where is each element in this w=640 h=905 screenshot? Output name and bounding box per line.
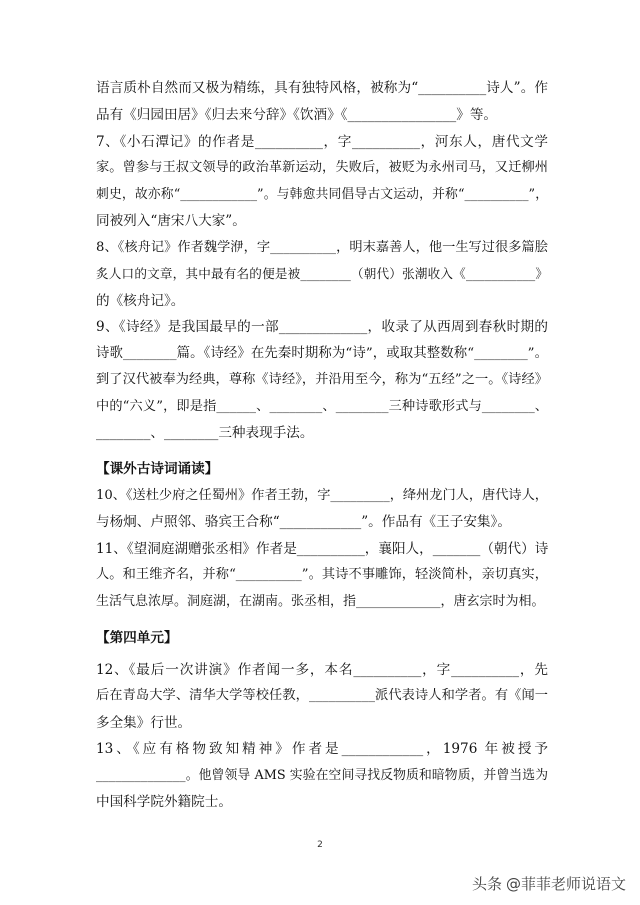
watermark: [472, 872, 626, 894]
text-line: 人。和王维齐名，并称“__________”。其诗不事雕饰，轻淡简朴，亲切真实，: [96, 567, 548, 582]
text-line: 7、《小石潭记》的作者是__________，字__________，河东人，唐代文学: [96, 134, 548, 150]
watermark-platform: 头条: [471, 874, 502, 893]
text-line: 刺史，故亦称“____________”。与韩愈共同倡导古文运动，并称“__________”，: [96, 187, 548, 202]
text-line: 与杨炯、卢照邻、骆宾王合称“____________”。作品有《王子安集》。: [96, 514, 511, 530]
text-line: 的《核舟记》。: [96, 293, 185, 309]
text-line: 同被列入“唐宋八大家”。: [96, 213, 246, 229]
text-line: 家。曾参与王叔文领导的政治革新运动，失败后，被贬为永州司马，又迁柳州: [96, 160, 548, 175]
text-line: 13、《应有格物致知精神》作者是____________，1976 年被授予: [96, 741, 548, 757]
text-line: 中的“六义”，即是指______、________、________三种诗歌形式与________、: [96, 399, 548, 414]
text-line: ______________。他曾领导 AMS 实验在空间寻找反物质和暗物质，并曾当选为: [96, 768, 548, 783]
section-heading: 【第四单元】: [96, 630, 178, 646]
text-line: 8、《核舟记》作者魏学洢，字__________，明末嘉善人，他一生写过很多篇脍: [96, 240, 548, 255]
section-heading: 【课外古诗词诵读】: [96, 461, 219, 477]
text-line: 中国科学院外籍院士。: [96, 794, 232, 810]
text-line: 9、《诗经》是我国最早的一部_____________，收录了从西周到春秋时期的: [96, 319, 548, 335]
text-line: 炙人口的文章，其中最有名的便是被________（朝代）张潮收入《___________》: [96, 266, 548, 281]
text-line: 语言质朴自然而又极为精练，具有独特风格，被称为“__________诗人”。作: [96, 80, 548, 96]
page-number: 2: [317, 840, 323, 850]
watermark-account: @菲菲老师说语文: [505, 874, 626, 893]
text-line: 后在青岛大学、清华大学等校任教，__________派代表诗人和学者。有《闻一: [96, 688, 548, 703]
text-line: 品有《归园田居》《归去来兮辞》《饮酒》《________________》等。: [96, 107, 498, 123]
text-line: 12、《最后一次讲演》作者闻一多，本名__________，字__________，先: [96, 662, 548, 678]
text-line: 到了汉代被奉为经典，尊称《诗经》，并沿用至今，称为“五经”之一。《诗经》: [96, 372, 548, 387]
text-line: 10、《送杜少府之任蜀州》作者王勃，字_________，绛州龙门人，唐代诗人，: [96, 488, 548, 503]
text-line: 多全集》行世。: [96, 715, 192, 731]
text-line: 生活气息浓厚。洞庭湖，在湖南。张丞相，指_____________，唐玄宗时为相。: [96, 594, 545, 609]
text-line: 诗歌________篇。《诗经》在先秦时期称为“诗”，或取其整数称“________”。: [96, 346, 548, 361]
text-line: 11、《望洞庭湖赠张丞相》作者是__________，襄阳人，_______（朝代）诗: [96, 541, 549, 557]
text-line: ________、________三种表现手法。: [96, 425, 314, 441]
